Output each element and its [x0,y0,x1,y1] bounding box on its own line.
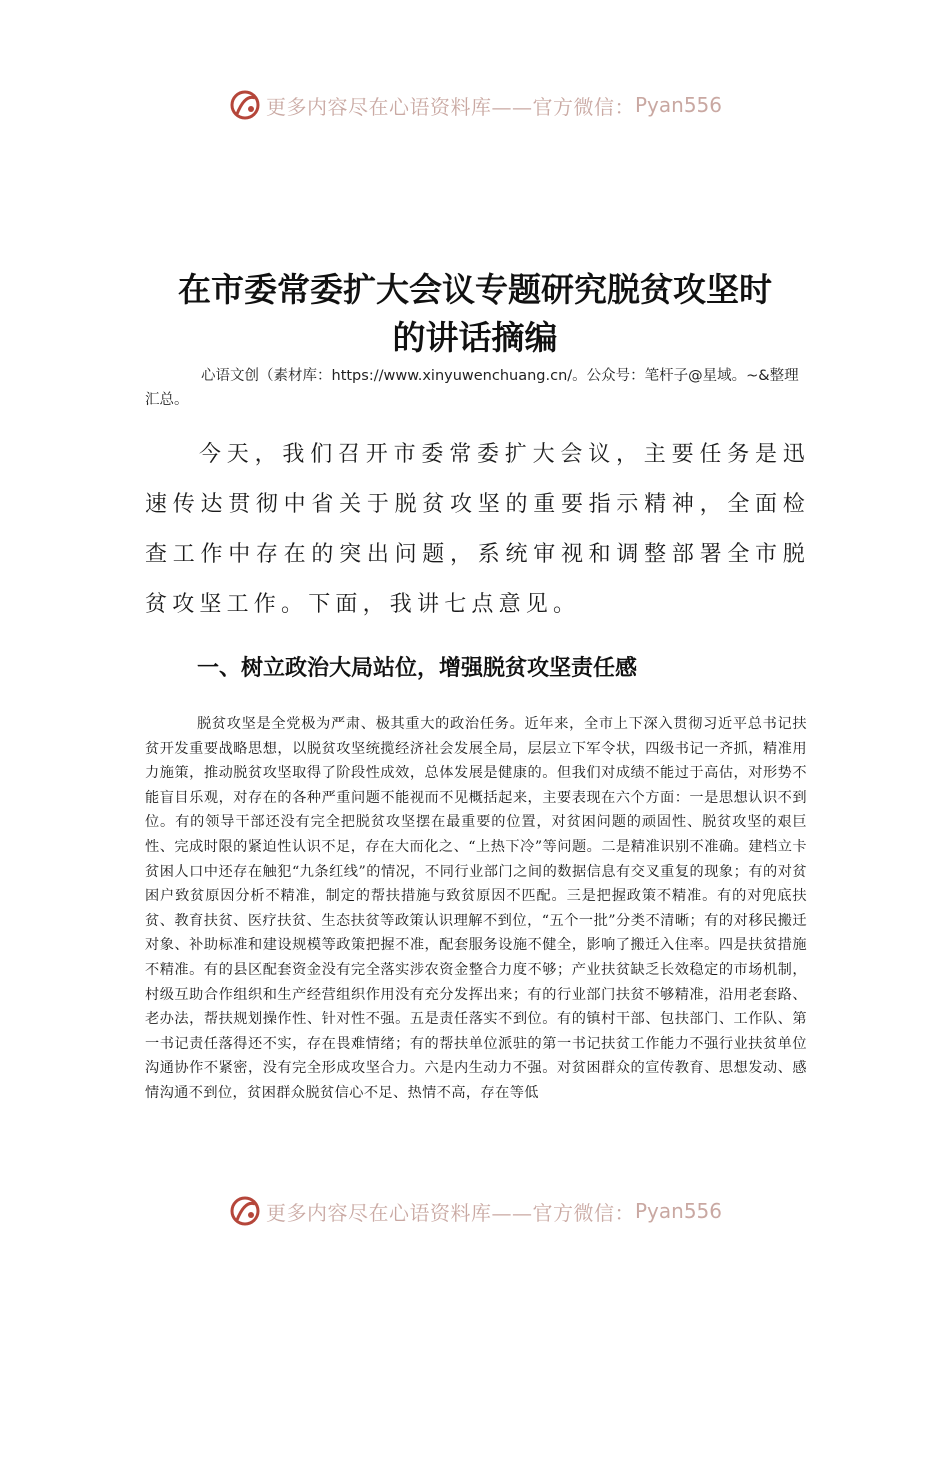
banner-wechat: Pyan556 [634,93,722,117]
intro-paragraph: 今天，我们召开市委常委扩大会议，主要任务是迅速传达贯彻中省关于脱贫攻坚的重要指示精神，全面检查工作中存在的突出问题，系统审视和调整部署全市脱贫攻坚工作。下面，我讲七点意见。 [145,442,810,617]
source-text: 心语文创（素材库：https://www.xinyuwenchuang.cn/。公众号：笔杆子@星域。~&整理汇总。 [145,368,799,408]
banner-wechat: Pyan556 [634,1199,722,1223]
title-line-1: 在市委常委扩大会议专题研究脱贫攻坚时 [178,270,772,309]
banner-text: 更多内容尽在心语资料库——官方微信： [265,1200,635,1225]
footer-banner [0,1189,950,1233]
header-banner [0,83,950,127]
document-title [100,266,850,362]
title-line-2: 的讲话摘编 [392,318,558,357]
section-heading: 一、树立政治大局站位，增强脱贫攻坚责任感 [197,656,638,681]
logo-icon [228,88,262,122]
section-body: 脱贫攻坚是全党极为严肃、极其重大的政治任务。近年来，全市上下深入贯彻习近平总书记扶贫开发重要战略思想，以脱贫攻坚统揽经济社会发展全局，层层立下军令状，四级书记一齐抓，精准用力施策，推动脱贫攻坚取得了阶段性成效，总体发展是健康的。但我们对成绩不能过于高估，对形势不能盲目乐观，对存在的各种严重问题不能视而不见概括起来，主要表现在六个方面：一是思想认识不到位。有的领导干部还没有完全把脱贫攻坚摆在最重要的位置，对贫困问题的顽固性、脱贫攻坚的艰巨性、完成时限的紧迫性认识不足，存在大而化之、“上热下冷”等问题。二是精准识别不准确。建档立卡贫困人口中还存在触犯“九条红线”的情况，不同行业部门之间的数据信息有交叉重复的现象；有的对贫困户致贫原因分析不精准，制定的帮扶措施与致贫原因不匹配。三是把握政策不精准。有的对兜底扶贫、教育扶贫、医疗扶贫、生态扶贫等政策认识理解不到位，“五个一批”分类不清晰；有的对移民搬迁对象、补助标准和建设规模等政策把握不准，配套服务设施不健全，影响了搬迁入住率。四是扶贫措施不精准。有的县区配套资金没有完全落实涉农资金整合力度不够；产业扶贫缺乏长效稳定的市场机制，村级互助合作组织和生产经营组织作用没有充分发挥出来；有的行业部门扶贫不够精准，沿用老套路、老办法，帮扶规划操作性、针对性不强。五是责任落实不到位。有的镇村干部、包扶部门、工作队、第一书记责任落得还不实，存在畏难情绪；有的帮扶单位派驻的第一书记扶贫工作能力不强行业扶贫单位沟通协作不紧密，没有完全形成攻坚合力。六是内生动力不强。对贫困群众的宣传教育、思想发动、感情沟通不到位，贫困群众脱贫信心不足、热情不高，存在等低 [145,716,807,1101]
source-note [145,364,810,412]
logo-icon [228,1194,262,1228]
banner-text: 更多内容尽在心语资料库——官方微信： [265,94,635,119]
